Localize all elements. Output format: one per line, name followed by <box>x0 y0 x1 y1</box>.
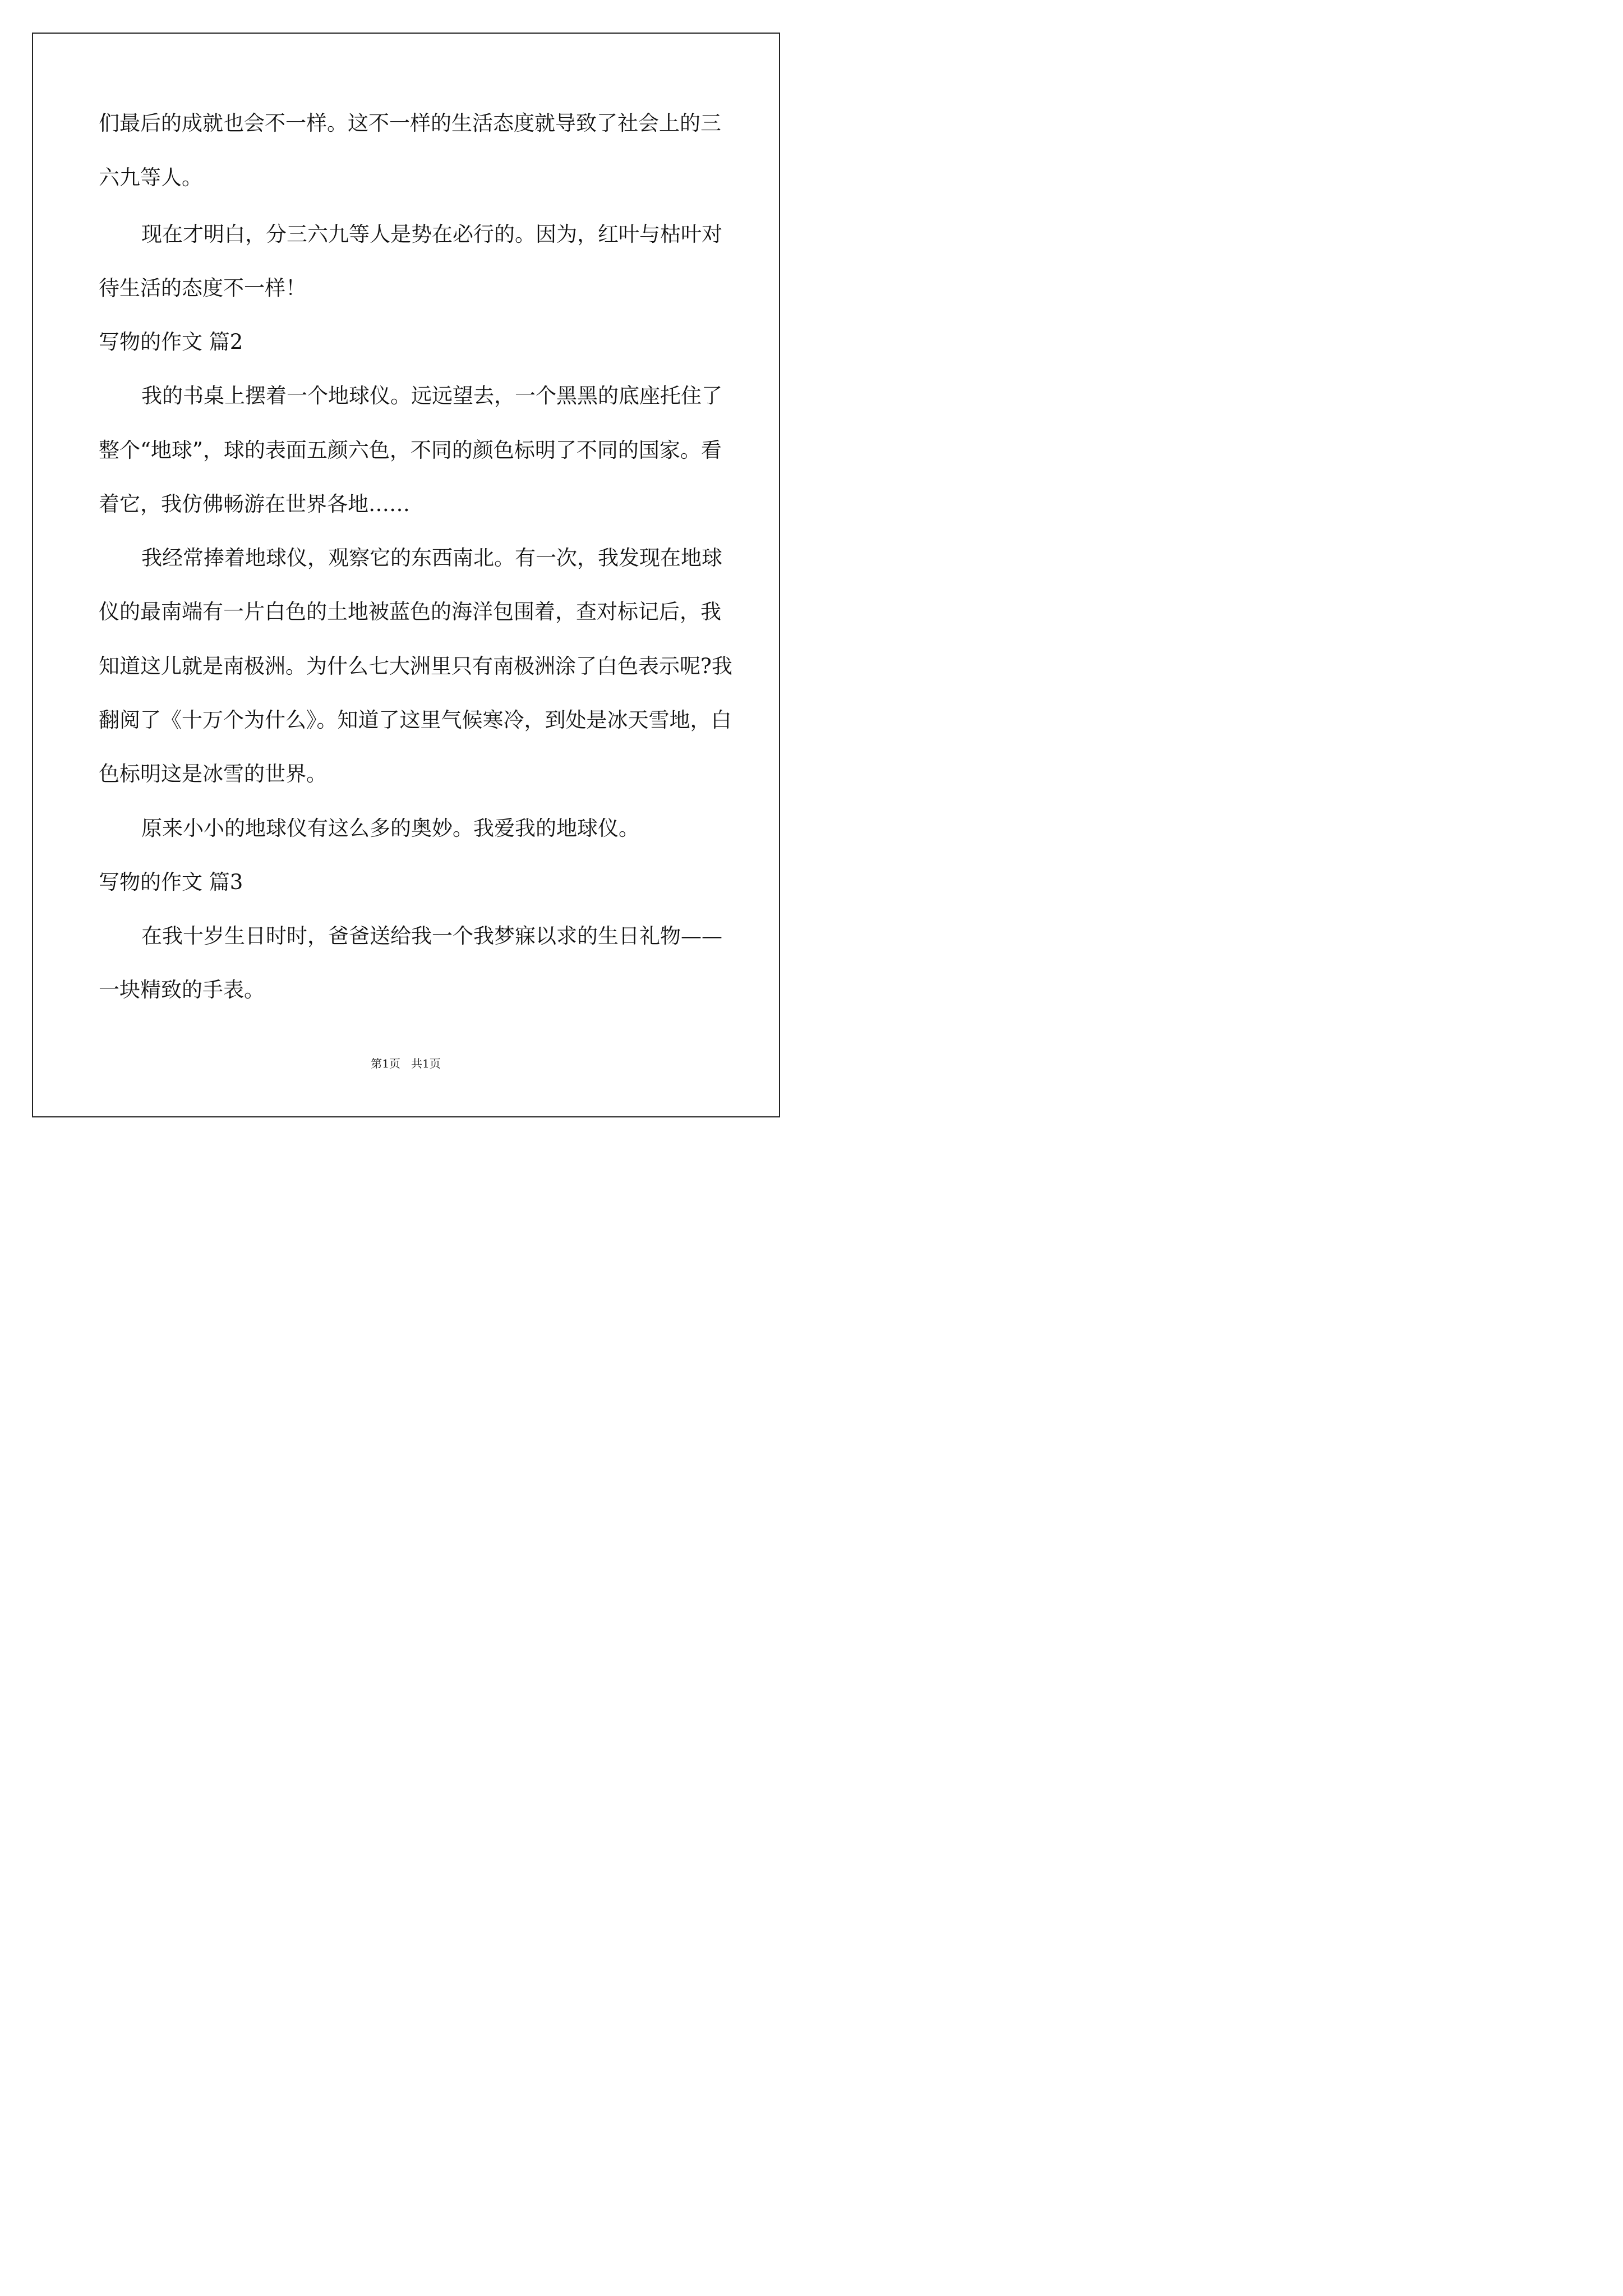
paragraph-line: 着它，我仿佛畅游在世界各地…… <box>99 492 410 516</box>
page-frame <box>32 33 780 1117</box>
paragraph-line: 翻阅了《十万个为什么》。知道了这里气候寒冷，到处是冰天雪地，白 <box>99 708 732 732</box>
paragraph-line: 整个“地球”，球的表面五颜六色，不同的颜色标明了不同的国家。看 <box>99 438 722 462</box>
paragraph-line: 色标明这是冰雪的世界。 <box>99 762 327 786</box>
paragraph-line: 仪的最南端有一片白色的土地被蓝色的海洋包围着，查对标记后，我 <box>99 600 721 624</box>
paragraph-line: 六九等人。 <box>99 165 202 190</box>
page-number-footer: 第1页 共1页 <box>371 1057 441 1070</box>
section-heading: 写物的作文 篇3 <box>99 870 243 894</box>
paragraph-line: 在我十岁生日时时，爸爸送给我一个我梦寐以求的生日礼物—— <box>141 924 722 948</box>
paragraph-line: 们最后的成就也会不一样。这不一样的生活态度就导致了社会上的三 <box>99 111 721 135</box>
paragraph-line: 原来小小的地球仪有这么多的奥妙。我爱我的地球仪。 <box>141 816 639 840</box>
paragraph-line: 我经常捧着地球仪，观察它的东西南北。有一次，我发现在地球 <box>141 546 722 570</box>
section-heading: 写物的作文 篇2 <box>99 330 243 354</box>
paragraph-line: 待生活的态度不一样！ <box>99 276 306 300</box>
paragraph-line: 现在才明白，分三六九等人是势在必行的。因为，红叶与枯叶对 <box>141 222 722 246</box>
paragraph-line: 知道这儿就是南极洲。为什么七大洲里只有南极洲涂了白色表示呢?我 <box>99 654 732 678</box>
paragraph-line: 我的书桌上摆着一个地球仪。远远望去，一个黑黑的底座托住了 <box>141 384 722 408</box>
paragraph-line: 一块精致的手表。 <box>99 978 265 1002</box>
